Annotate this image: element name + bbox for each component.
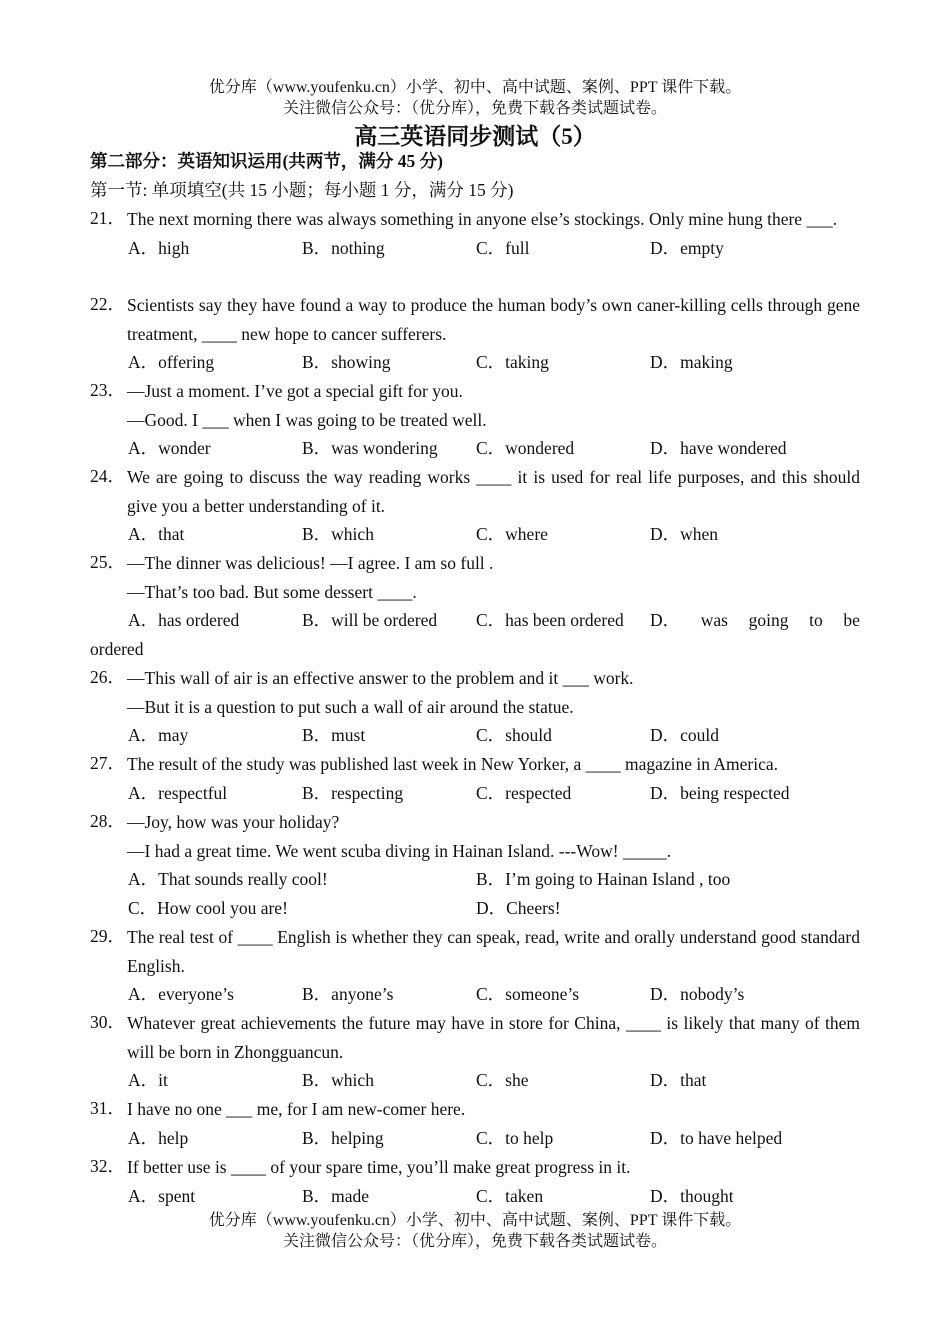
option-d: D．nobody’s: [650, 984, 745, 1005]
question-28: [90, 808, 860, 923]
dialogue-line-2: —I had a great time. We went scuba diving in Hainan Island. ---Wow! _____.: [127, 840, 672, 861]
option-a: A．that: [128, 524, 185, 545]
options-row: [90, 234, 860, 263]
option-d: D．that: [650, 1070, 707, 1091]
option-a: A．high: [128, 237, 190, 258]
options-row: [90, 980, 860, 1009]
options-row: [90, 894, 860, 923]
option-b: B．I’m going to Hainan Island , too: [476, 869, 731, 890]
option-a: A．wonder: [128, 438, 211, 459]
dialogue-line-1: —Just a moment. I’ve got a special gift for you.: [127, 381, 463, 401]
option-d: D．when: [650, 524, 719, 545]
question-number: 26．: [90, 667, 125, 687]
option-d: D．being respected: [650, 782, 790, 803]
options-row: [90, 779, 860, 808]
question-21: [90, 205, 860, 262]
option-b: B．nothing: [302, 237, 385, 258]
options-row: [90, 865, 860, 894]
option-d: D．making: [650, 352, 733, 373]
question-number: 28．: [90, 811, 125, 831]
option-b: B．must: [302, 725, 366, 746]
dialogue-line-1: —The dinner was delicious! —I agree. I am so full .: [127, 553, 494, 573]
option-d-part: D．: [650, 610, 681, 631]
option-a: A．may: [128, 725, 189, 746]
question-number: 25．: [90, 552, 125, 572]
option-b: B．showing: [302, 352, 391, 373]
options-row: [90, 1182, 860, 1211]
option-d: D．empty: [650, 237, 724, 258]
question-stem: If better use is ____ of your spare time, you’ll make great progress in it.: [127, 1157, 631, 1177]
question-number: 31．: [90, 1098, 125, 1118]
part-heading: 第二部分：英语知识运用(共两节，满分 45 分): [90, 151, 443, 171]
option-d: D．could: [650, 725, 720, 746]
option-a: A．respectful: [128, 782, 228, 803]
options-row: [90, 520, 860, 549]
question-stem: We are going to discuss the way reading works ____ it is used for real life purposes, and this should give you a better understanding of it.: [127, 467, 860, 516]
question-number: 21．: [90, 208, 125, 228]
option-c: C．full: [476, 237, 530, 258]
option-b: B．helping: [302, 1127, 384, 1148]
question-31: [90, 1095, 860, 1152]
option-c: C．to help: [476, 1127, 554, 1148]
option-b: B．which: [302, 524, 374, 545]
option-b: B．was wondering: [302, 438, 438, 459]
question-stem: The real test of ____ English is whether they can speak, read, write and orally understand good standard English.: [127, 927, 860, 976]
option-d-wrap: [90, 635, 860, 664]
question-22: [90, 291, 860, 377]
section-heading: 第一节: 单项填空(共 15 小题；每小题 1 分，满分 15 分): [90, 180, 514, 200]
question-stem: Scientists say they have found a way to produce the human body’s own caner-killing cells through gene treatment, ____ new hope to cancer sufferers.: [127, 295, 860, 344]
question-stem: I have no one ___ me, for I am new-comer here.: [127, 1099, 466, 1119]
option-a: A．offering: [128, 352, 215, 373]
option-c: C．has been ordered: [476, 610, 624, 631]
dialogue-line-2: —But it is a question to put such a wall of air around the statue.: [127, 696, 574, 717]
options-row: [90, 1124, 860, 1153]
option-d: D．Cheers!: [476, 898, 561, 919]
option-d: [650, 606, 860, 635]
option-d-part: going: [748, 610, 789, 631]
option-b: B．made: [302, 1185, 370, 1206]
option-a: A．it: [128, 1070, 168, 1091]
option-c: C．taking: [476, 352, 549, 373]
question-29: [90, 923, 860, 1009]
question-23: [90, 377, 860, 463]
options-row: [90, 348, 860, 377]
option-b: B．which: [302, 1070, 374, 1091]
options-row: [90, 434, 860, 463]
footer-line-1: 优分库（www.youfenku.cn）小学、初中、高中试题、案例、PPT 课件下载。: [208, 1212, 742, 1229]
option-a: A．That sounds really cool!: [128, 869, 328, 890]
option-c: C．she: [476, 1070, 529, 1091]
question-stem: The next morning there was always something in anyone else’s stockings. Only mine hung there ___.: [127, 209, 838, 229]
options-row: [90, 1066, 860, 1095]
option-b: B．will be ordered: [302, 610, 438, 631]
footer-line-2: 关注微信公众号：（优分库），免费下载各类试题试卷。: [282, 1233, 667, 1250]
option-a: A．spent: [128, 1185, 196, 1206]
question-number: 22．: [90, 294, 125, 314]
dialogue-line-2: —That’s too bad. But some dessert ____.: [127, 581, 417, 602]
question-27: [90, 750, 860, 807]
question-24: [90, 463, 860, 549]
question-26: [90, 664, 860, 750]
question-number: 29．: [90, 926, 125, 946]
question-stem: Whatever great achievements the future may have in store for China, ____ is likely that many of them will be born in Zhongguancun.: [127, 1013, 860, 1062]
question-32: [90, 1153, 860, 1210]
option-b: B．anyone’s: [302, 984, 394, 1005]
option-d-part: be: [843, 610, 860, 631]
question-30: [90, 1009, 860, 1095]
header-line-2: 关注微信公众号：（优分库），免费下载各类试题试卷。: [282, 100, 667, 117]
option-c: C．wondered: [476, 438, 575, 459]
option-c: C．respected: [476, 782, 572, 803]
question-25: [90, 549, 860, 664]
option-a: A．help: [128, 1127, 189, 1148]
option-b: B．respecting: [302, 782, 404, 803]
options-row: [90, 721, 860, 750]
question-number: 30．: [90, 1012, 125, 1032]
option-d-part: to: [809, 610, 823, 631]
question-stem: The result of the study was published last week in New Yorker, a ____ magazine in America.: [127, 754, 779, 774]
option-d: D．to have helped: [650, 1127, 783, 1148]
option-c: C．should: [476, 725, 552, 746]
question-number: 23．: [90, 380, 125, 400]
option-d-part: was: [700, 610, 728, 631]
option-d-continuation: ordered: [90, 639, 144, 660]
header-line-1: 优分库（www.youfenku.cn）小学、初中、高中试题、案例、PPT 课件下载。: [208, 79, 742, 96]
question-number: 32．: [90, 1156, 125, 1176]
question-number: 27．: [90, 753, 125, 773]
dialogue-line-1: —This wall of air is an effective answer to the problem and it ___ work.: [127, 668, 634, 688]
page-title: 高三英语同步测试（5）: [354, 124, 596, 149]
dialogue-line-2: —Good. I ___ when I was going to be treated well.: [127, 409, 487, 430]
option-c: C．someone’s: [476, 984, 580, 1005]
option-a: A．everyone’s: [128, 984, 234, 1005]
option-d: D．have wondered: [650, 438, 787, 459]
options-row: [90, 606, 860, 635]
option-c: C．where: [476, 524, 548, 545]
question-number: 24．: [90, 466, 125, 486]
option-c: C．taken: [476, 1185, 544, 1206]
option-d: D．thought: [650, 1185, 734, 1206]
dialogue-line-1: —Joy, how was your holiday?: [127, 812, 340, 832]
option-c: C．How cool you are!: [128, 898, 288, 919]
option-a: A．has ordered: [128, 610, 240, 631]
